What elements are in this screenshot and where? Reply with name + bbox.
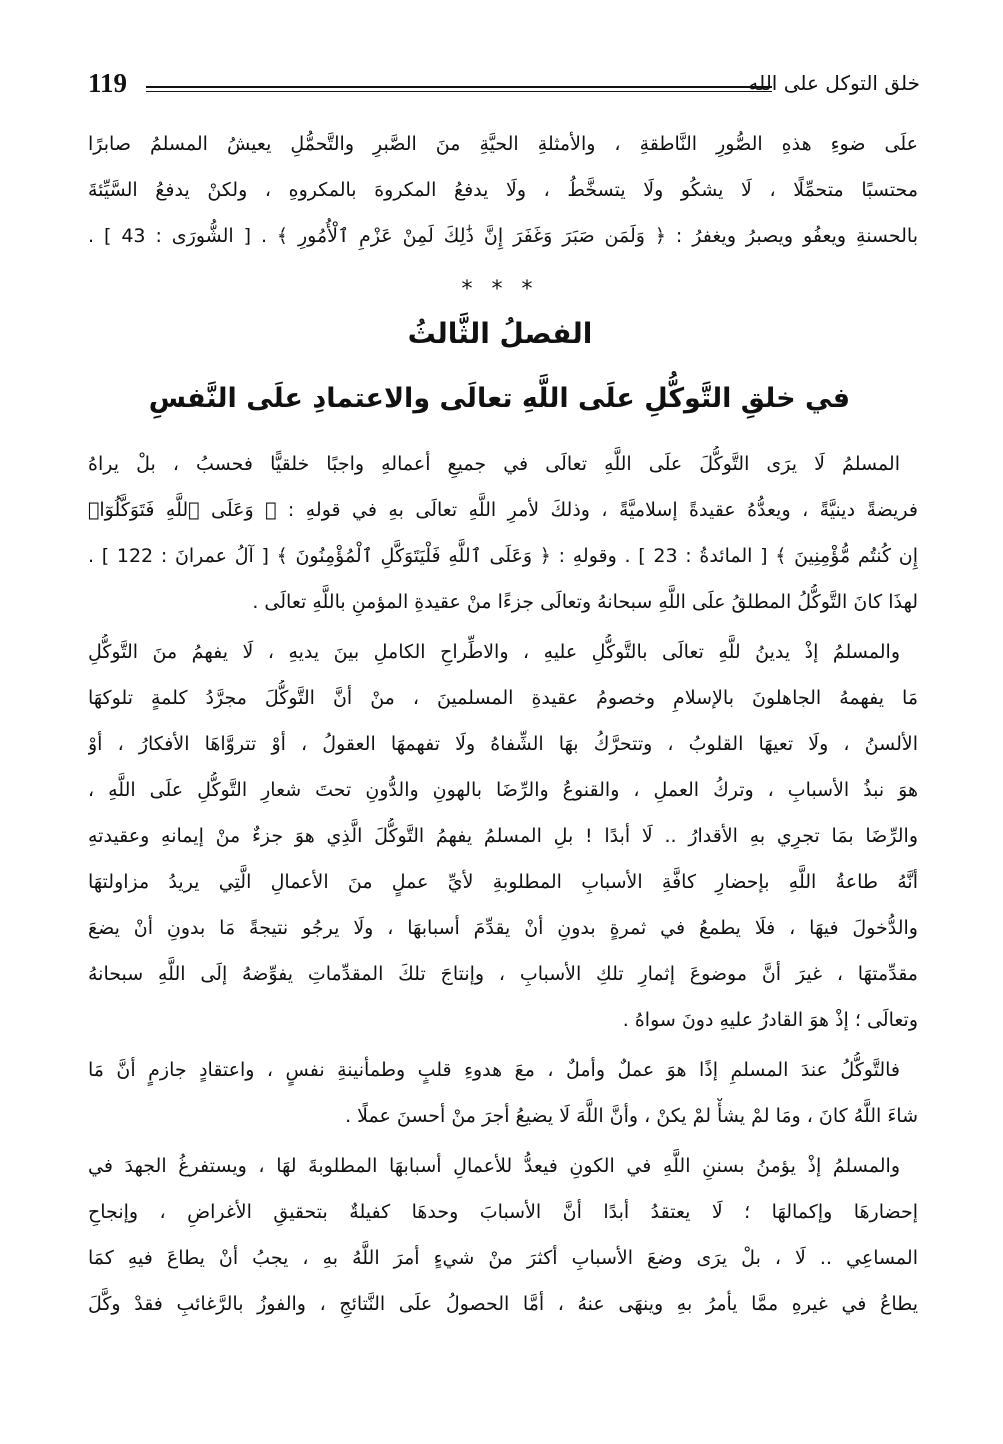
chapter-title: في خلقِ التَّوكُّلِ علَى اللَّهِ تعالَى والاعتمادِ علَى النَّفسِ: [148, 383, 850, 414]
intro-line: محتسبًا متحمِّلًا ، لَا يشكُو ولَا يتسخَّطُ ، ولَا يدفعُ المكروهَ بالمكروهِ ، ولكنْ يدفعُ السَّيِّئةَ: [88, 179, 918, 201]
body-line: مقدِّمتهَا ، غيرَ أنَّ موضوعَ إثمارِ تلكِ الأسبابِ ، وإنتاجَ تلكَ المقدِّماتِ يفوِّضهُ إلَى اللَّهِ سبحانهُ: [88, 963, 918, 985]
body-line: والرِّضَا بمَا تجرِي بهِ الأقدارُ .. لَا أبدًا ! بلِ المسلمُ يفهمُ التَّوكُّلَ الَّذِي هوَ جزءٌ منْ إيمانهِ وعقيدتهِ: [88, 825, 918, 847]
section-separator: * * *: [461, 277, 539, 302]
body-line: فالتَّوكُّلُ عندَ المسلمِ إذًا هوَ عملٌ وأملٌ ، معَ هدوءِ قلبٍ وطمأنينةِ نفسٍ ، واعتقادٍ جازمٍ أنَّ مَا: [88, 1059, 900, 1081]
running-header: [88, 66, 920, 106]
body-line: إحضارهَا وإكمالهَا ؛ لَا يعتقدُ أبدًا أنَّ الأسبابَ وحدهَا كفيلةٌ بتحقيقِ الأغراضِ ، وإنجاحِ: [88, 1201, 918, 1223]
body-line: وتعالَى ؛ إذْ هوَ القادرُ عليهِ دونَ سواهُ .: [622, 1009, 918, 1031]
header-rule: [146, 86, 772, 88]
body-line: إِن كُنتُم مُّؤْمِنِينَ ﴾ [ المائدةُ : 23 ] . وقولهِ : ﴿ وَعَلَى ٱللَّهِ فَلْيَتَوَكَّلِ ٱلْمُؤْمِنُونَ ﴾ [ آلُ عمرانَ : 122 ] .: [88, 545, 918, 567]
chapter-number: الفصلُ الثَّالثُ: [407, 317, 593, 350]
body-line: فريضةً دينيَّةً ، ويعدُّهُ عقيدةً إسلاميَّةً ، وذلكَ لأمرِ اللَّهِ تعالَى بهِ في قولهِ : ﴿ وَعَلَى ٱللَّهِ فَتَوَكَّلُوٓا۟: [88, 499, 918, 521]
body-line: مَا يفهمهُ الجاهلونَ بالإسلامِ وخصومُ عقيدةِ المسلمينَ ، منْ أنَّ التَّوكُّلَ مجرَّدُ كلمةٍ تلوكهَا: [88, 687, 918, 709]
body-line: المسلمُ لَا يرَى التَّوكُّلَ علَى اللَّهِ تعالَى في جميعِ أعمالهِ واجبًا خلقيًّا فحسبُ ، بلْ يراهُ: [88, 453, 900, 475]
body-line: أنَّهُ طاعةُ اللَّهِ بإحضارِ كافَّةِ الأسبابِ المطلوبةِ لأيِّ عملٍ منَ الأعمالِ الَّتِي يريدُ مزاولتهَا: [88, 871, 918, 893]
body-line: المساعِي .. لَا ، بلْ يرَى وضعَ الأسبابِ أكثرَ منْ شيءٍ أمرَ اللَّهُ بهِ ، يجبُ أنْ يطاعَ فيهِ كمَا: [88, 1247, 918, 1269]
body-line: لهذَا كانَ التَّوكُّلُ المطلقُ علَى اللَّهِ سبحانهُ وتعالَى جزءًا منْ عقيدةِ المؤمنِ باللَّهِ تعالَى .: [252, 591, 918, 613]
body-line: شاءَ اللَّهُ كانَ ، ومَا لمْ يشأْ لمْ يكنْ ، وأنَّ اللَّهَ لَا يضيعُ أجرَ منْ أحسنَ عملًا .: [345, 1105, 918, 1127]
body-line: والدُّخولَ فيهَا ، فلَا يطمعُ في ثمرةٍ بدونِ أنْ يقدِّمَ أسبابهَا ، ولَا يرجُو نتيجةً مَا بدونِ أنْ يضعَ: [88, 917, 918, 939]
intro-line: علَى ضوءِ هذهِ الصُّورِ النَّاطقةِ ، والأمثلةِ الحيَّةِ منَ الصَّبرِ والتَّحمُّلِ يعيشُ المسلمُ صابرًا: [88, 133, 918, 155]
body-line: والمسلمُ إذْ يدينُ للَّهِ تعالَى بالتَّوكُّلِ عليهِ ، والاطِّراحِ الكاملِ بينَ يديهِ ، لَا يفهمُ منَ التَّوكُّلِ: [88, 641, 900, 663]
running-title: خلق التوكل على الله: [748, 71, 920, 95]
body-line: والمسلمُ إذْ يؤمنُ بسننِ اللَّهِ في الكونِ فيعدُّ للأعمالِ أسبابهَا المطلوبةَ لهَا ، ويستفرغُ الجهدَ في: [88, 1155, 900, 1177]
body-line: هوَ نبذُ الأسبابِ ، وتركُ العملِ ، والقنوعُ والرِّضَا بالهونِ والدُّونِ تحتَ شعارِ التَّوكُّلِ علَى اللَّهِ ،: [88, 779, 918, 801]
body-line: يطاعُ في غيرهِ ممَّا يأمرُ بهِ وينهَى عنهُ ، أمَّا الحصولُ علَى النَّتائجِ ، والفوزُ بالرَّغائبِ فقدْ وكَّلَ: [88, 1293, 918, 1315]
intro-line: بالحسنةِ ويعفُو ويصبرُ ويغفرُ : ﴿ وَلَمَن صَبَرَ وَغَفَرَ إِنَّ ذَٰلِكَ لَمِنْ عَزْمِ ٱلْأُمُورِ ﴾ . [ الشُّورَى : 43 ] .: [88, 225, 918, 247]
body-line: الألسنُ ، ولَا تعيهَا القلوبُ ، وتتحرَّكُ بهَا الشِّفاهُ ولَا تفهمهَا العقولُ ، أوْ تتروَّاهَا الأفكارُ ، أوْ: [88, 733, 918, 755]
page-number: 119: [88, 68, 128, 98]
